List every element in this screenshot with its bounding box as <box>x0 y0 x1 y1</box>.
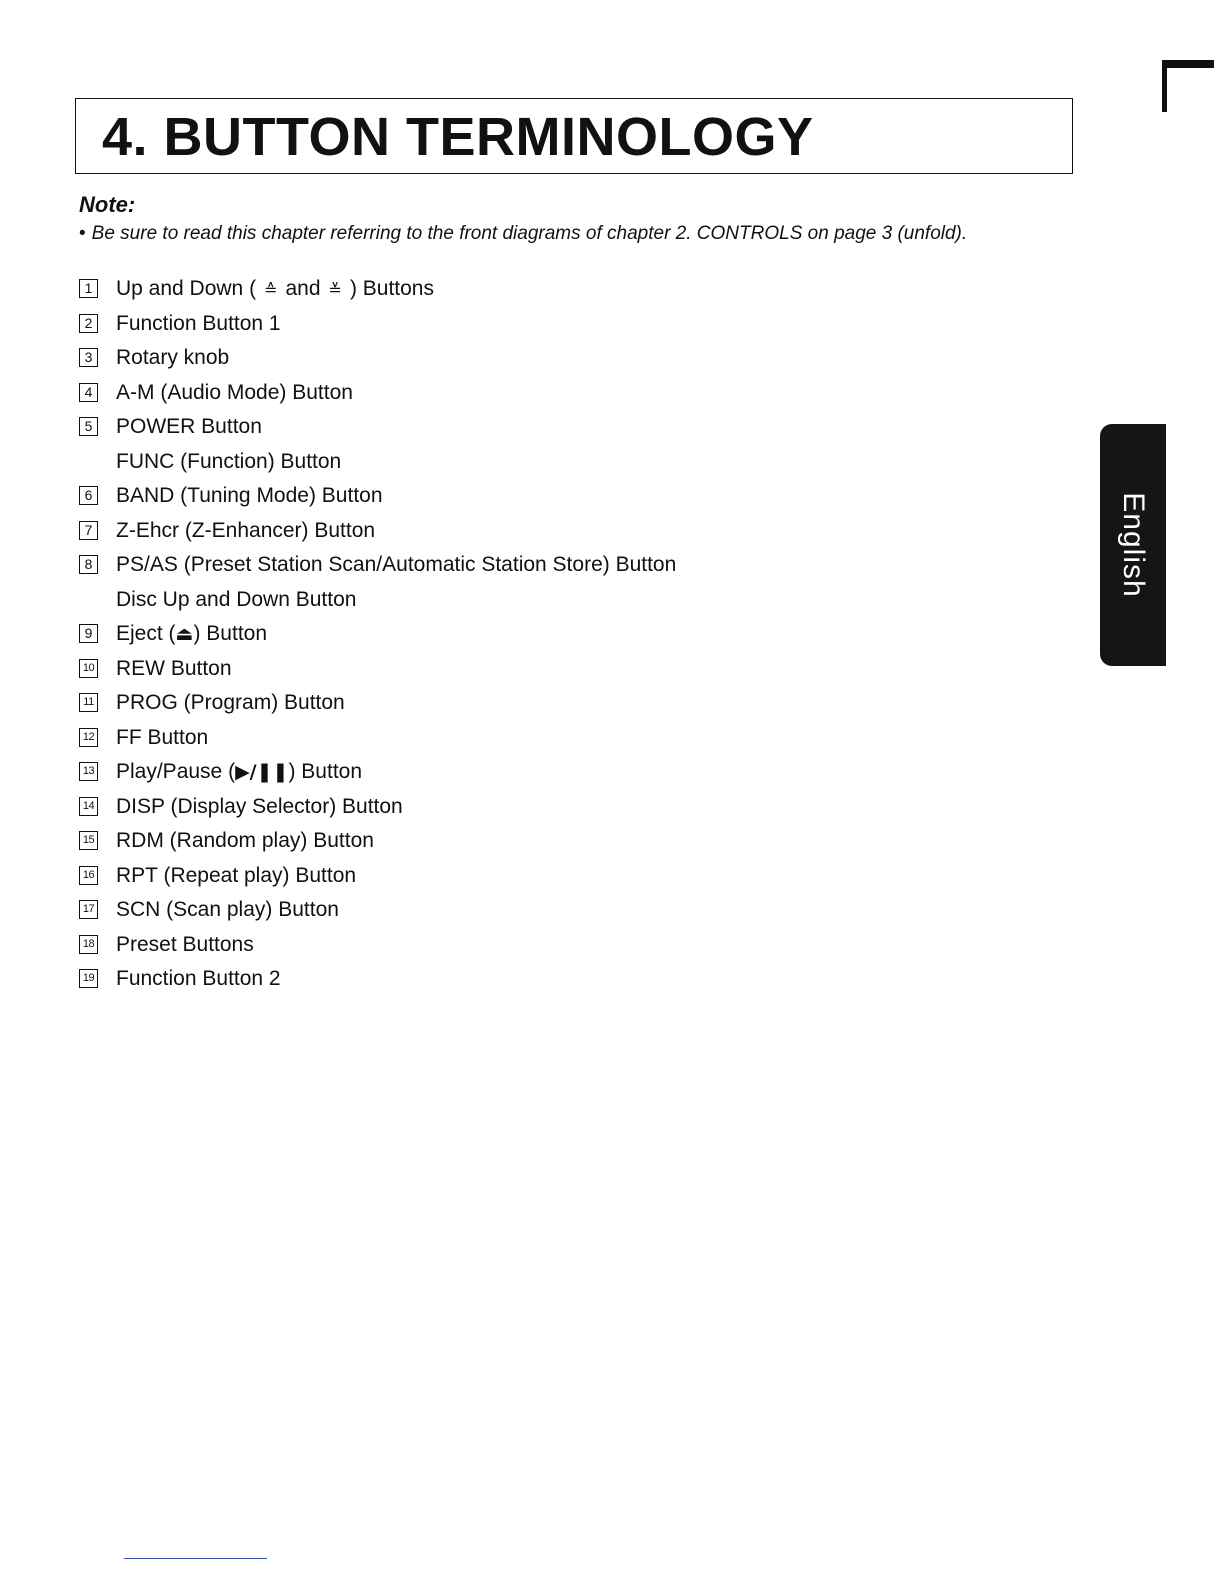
item-label-pre: Up and Down ( <box>116 277 257 300</box>
item-number-box: 16 <box>79 866 98 885</box>
item-number-box: 18 <box>79 935 98 954</box>
double-up-arrow-icon: ≙ <box>264 280 278 299</box>
language-tab-label: English <box>1117 492 1150 598</box>
item-label-post: ) Button <box>288 760 363 783</box>
item-label: FUNC (Function) Button <box>116 449 342 473</box>
item-number-box: 15 <box>79 831 98 850</box>
item-number-box: 14 <box>79 797 98 816</box>
item-label-mid: and <box>285 277 321 300</box>
item-label: BAND (Tuning Mode) Button <box>116 484 383 507</box>
item-label-post: ) Button <box>193 622 268 645</box>
item-number-box: 3 <box>79 348 98 367</box>
item-label <box>116 617 267 652</box>
item-label: RDM (Random play) Button <box>116 829 374 852</box>
item-number-box: 19 <box>79 969 98 988</box>
item-label <box>116 755 362 790</box>
double-down-arrow-icon: ≚ <box>328 280 342 299</box>
item-number-box: 6 <box>79 486 98 505</box>
item-number-box: 4 <box>79 383 98 402</box>
corner-crop-mark <box>1162 60 1214 118</box>
eject-icon: ⏏ <box>175 623 194 645</box>
item-label: Disc Up and Down Button <box>116 587 357 611</box>
item-number-box: 10 <box>79 659 98 678</box>
section-title-box <box>75 98 1073 174</box>
item-label: Preset Buttons <box>116 932 254 956</box>
item-label: Function Button 1 <box>116 311 281 335</box>
bullet-icon: • <box>79 223 86 244</box>
item-label-post: ) Buttons <box>349 277 434 300</box>
item-number-box: 5 <box>79 417 98 436</box>
item-label <box>116 272 434 308</box>
item-label-pre: Play/Pause ( <box>116 760 236 783</box>
item-number-box: 11 <box>79 693 98 712</box>
language-side-tab <box>1100 424 1166 666</box>
item-number-box: 8 <box>79 555 98 574</box>
footer-rule <box>124 1558 267 1559</box>
item-label: Function Button 2 <box>116 967 281 990</box>
item-label: Z-Ehcr (Z-Enhancer) Button <box>116 518 376 542</box>
note-text-line <box>79 221 967 247</box>
page-title: 4. BUTTON TERMINOLOGY <box>102 107 814 167</box>
item-number-box: 7 <box>79 521 98 540</box>
item-label: FF Button <box>116 725 209 749</box>
item-number-box: 1 <box>79 279 98 298</box>
item-number-box: 17 <box>79 900 98 919</box>
item-label: SCN (Scan play) Button <box>116 898 339 921</box>
item-label: DISP (Display Selector) Button <box>116 794 403 818</box>
item-number-box: 13 <box>79 762 98 781</box>
item-number-box: 9 <box>79 624 98 643</box>
item-number-box: 2 <box>79 314 98 333</box>
item-label: A-M (Audio Mode) Button <box>116 380 353 404</box>
play-pause-icon: ▶/❚❚ <box>235 761 289 783</box>
note-label: Note: <box>79 192 136 217</box>
item-label: REW Button <box>116 656 232 680</box>
item-label: Rotary knob <box>116 346 230 369</box>
item-label: POWER Button <box>116 415 262 438</box>
item-label: PS/AS (Preset Station Scan/Automatic Station Store) Button <box>116 553 677 576</box>
item-number-box: 12 <box>79 728 98 747</box>
item-label: RPT (Repeat play) Button <box>116 863 357 887</box>
note-text: Be sure to read this chapter referring to the front diagrams of chapter 2. CONTROLS on page 3 (unfold). <box>91 223 968 244</box>
item-label-pre: Eject ( <box>116 622 176 645</box>
item-label: PROG (Program) Button <box>116 691 345 714</box>
